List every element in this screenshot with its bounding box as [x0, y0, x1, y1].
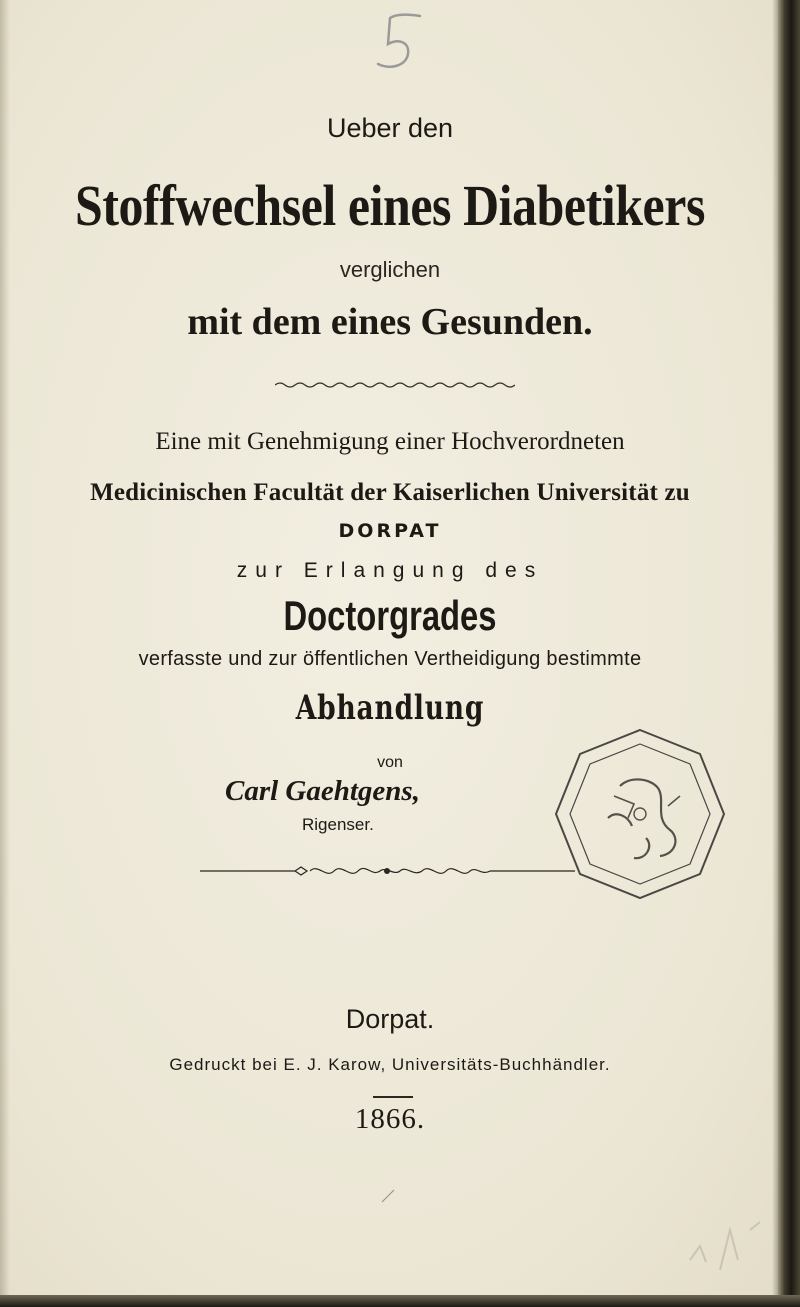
- faculty-line: Medicinischen Facultät der Kaiserlichen Universität zu: [90, 479, 690, 506]
- author-origin: Rigenser.: [302, 815, 374, 834]
- book-spine: [778, 0, 800, 1307]
- page-bottom-edge: [0, 1295, 800, 1307]
- pencil-mark-icon: [368, 8, 428, 78]
- printer-line: Gedruckt bei E. J. Karow, Universitäts-Buchhändler.: [169, 1055, 611, 1074]
- place-of-publication: Dorpat.: [345, 1004, 435, 1034]
- short-divider: [373, 1096, 413, 1098]
- publication-year: 1866.: [354, 1103, 426, 1135]
- intro-line: Eine mit Genehmigung einer Hochverordneten: [155, 428, 625, 455]
- title-suffix: mit dem eines Gesunden.: [187, 301, 593, 343]
- description-line: verfasste und zur öffentlichen Vertheidigung bestimmte: [138, 648, 642, 670]
- ornament-divider: [200, 862, 575, 880]
- pencil-tick-icon: [380, 1188, 396, 1204]
- library-stamp-icon: [550, 726, 730, 904]
- faint-pencil-marks-icon: [680, 1210, 770, 1280]
- title-prefix: Ueber den: [326, 113, 454, 143]
- author-name: Carl Gaehtgens,: [225, 775, 420, 807]
- degree-title: Doctorgrades: [283, 592, 497, 639]
- wavy-divider: [275, 380, 515, 390]
- purpose-line: zur Erlangung des: [236, 559, 544, 582]
- university-city: DORPAT: [338, 520, 442, 542]
- document-type: Abhandlung: [295, 688, 485, 728]
- by-line: von: [377, 754, 403, 771]
- title-middle: verglichen: [339, 257, 441, 282]
- main-title: Stoffwechsel eines Diabetikers: [75, 173, 705, 238]
